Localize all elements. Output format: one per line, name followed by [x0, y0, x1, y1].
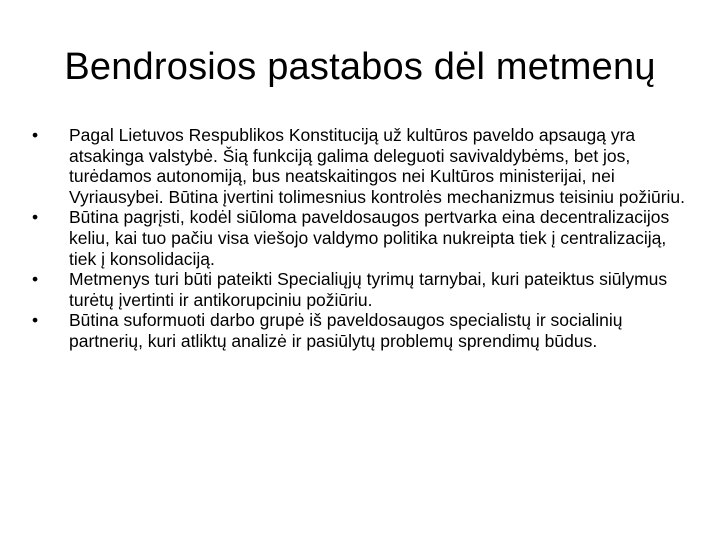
bullet-item	[32, 207, 692, 269]
bullet-text: Būtina pagrįsti, kodėl siūloma paveldosaugos pertvarka eina decentralizacijos keliu, kai tuo pačiu visa viešojo valdymo politika nukreipta tiek į centralizaciją, tiek į konsolidaciją.	[69, 207, 670, 269]
bullet-item	[32, 125, 692, 207]
bullet-list	[32, 125, 692, 352]
slide-title: Bendrosios pastabos dėl metmenų	[64, 46, 656, 88]
bullet-marker: •	[32, 207, 39, 228]
bullet-item	[32, 310, 692, 351]
bullet-marker: •	[32, 310, 39, 331]
bullet-item	[32, 269, 692, 310]
bullet-text: Būtina suformuoti darbo grupė iš paveldosaugos specialistų ir socialinių partnerių, kuri atliktų analizė ir pasiūlytų problemų sprendimų būdus.	[69, 310, 623, 351]
bullet-text: Pagal Lietuvos Respublikos Konstituciją už kultūros paveldo apsaugą yra atsakinga valstybė. Šią funkciją galima deleguoti savivaldybėms, bet jos, turėdamos autonomiją, bus neatskaitingos nei Kultūros ministerijai, nei Vyriausybei. Būtina įvertini tolimesnius kontrolės mechanizmus teisiniu požiūriu.	[69, 125, 686, 207]
bullet-text: Metmenys turi būti pateikti Specialiųjų tyrimų tarnybai, kuri pateiktus siūlymus turėtų įvertinti ir antikorupciniu požiūriu.	[69, 269, 668, 310]
bullet-marker: •	[32, 125, 39, 145]
bullet-marker: •	[32, 269, 39, 290]
